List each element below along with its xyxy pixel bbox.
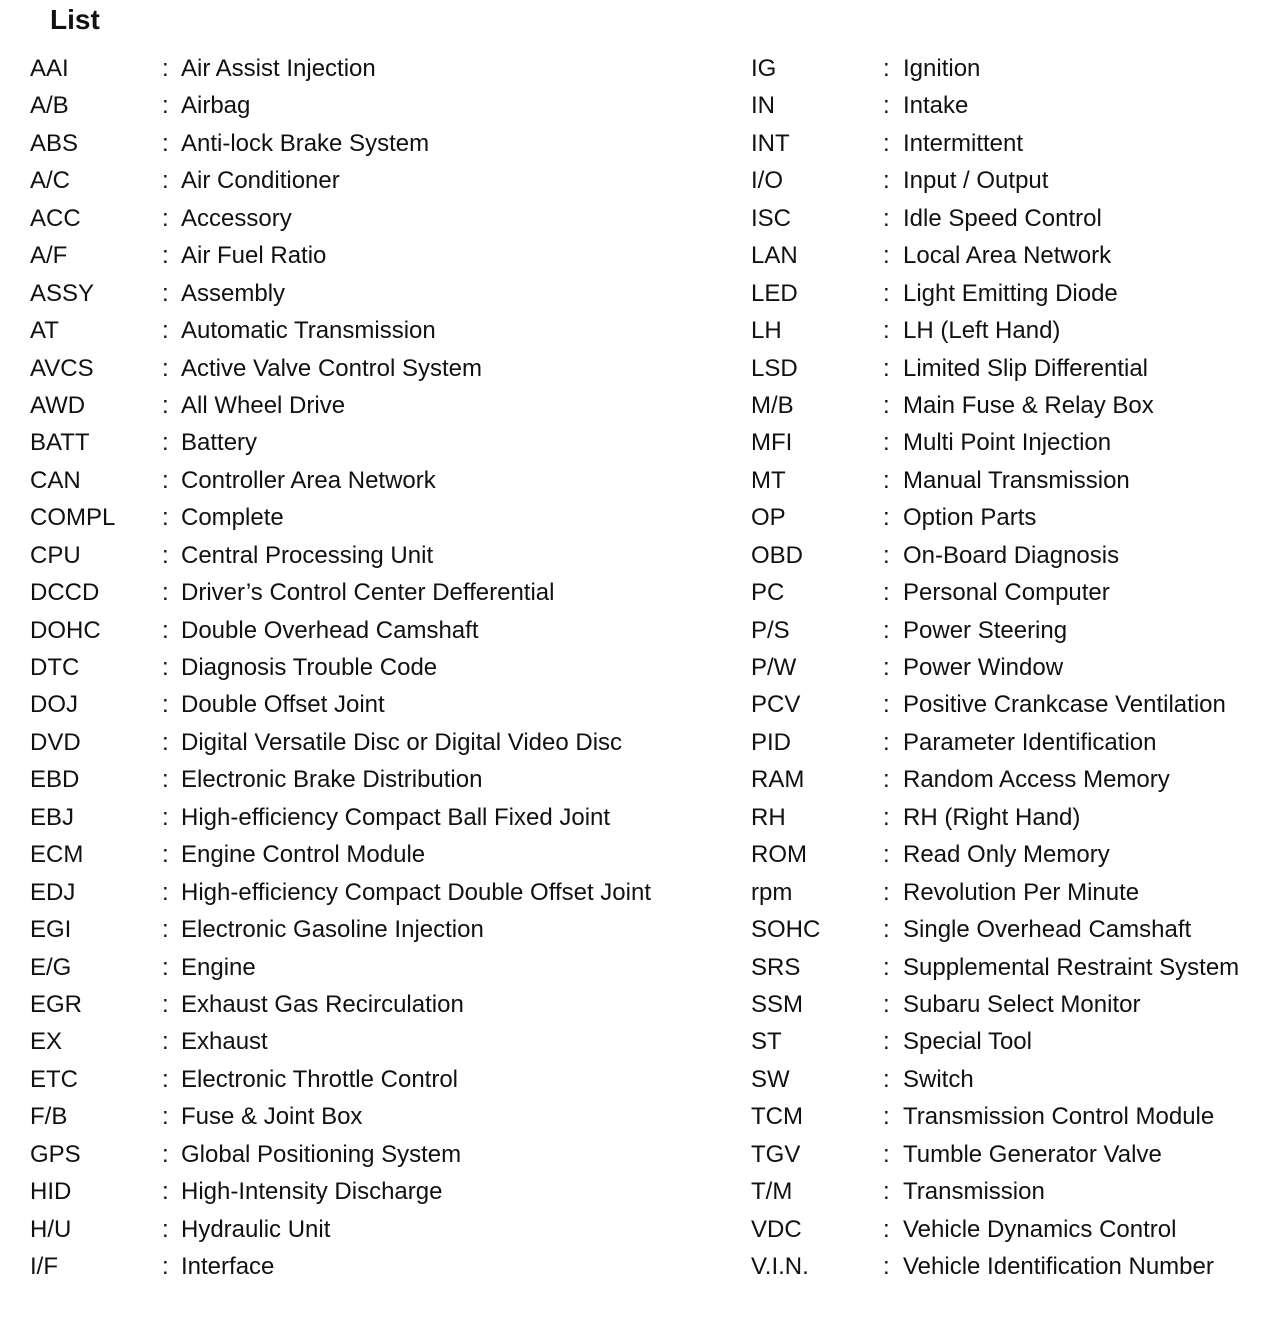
abbreviation-term: ISC [751, 204, 792, 232]
abbreviation-meaning: High-efficiency Compact Ball Fixed Joint [181, 803, 611, 831]
colon-separator: : [162, 916, 169, 944]
abbreviation-meaning: Exhaust Gas Recirculation [181, 990, 464, 1018]
colon-separator: : [883, 916, 890, 944]
colon-separator: : [162, 1178, 169, 1206]
abbreviation-term: MT [751, 466, 786, 494]
colon-separator: : [162, 204, 169, 232]
abbreviation-entry [751, 200, 1271, 237]
abbreviation-term: DCCD [30, 579, 100, 607]
abbreviation-term: A/B [30, 92, 69, 120]
abbreviation-entry [751, 350, 1271, 387]
colon-separator: : [883, 317, 890, 345]
colon-separator: : [162, 841, 169, 869]
abbreviation-meaning: Anti-lock Brake System [181, 129, 430, 157]
colon-separator: : [162, 541, 169, 569]
abbreviation-entry [30, 1248, 730, 1285]
abbreviation-entry [751, 462, 1271, 499]
colon-separator: : [883, 953, 890, 981]
abbreviation-meaning: Hydraulic Unit [181, 1215, 331, 1243]
abbreviation-meaning: All Wheel Drive [181, 391, 346, 419]
abbreviation-term: P/S [751, 616, 790, 644]
abbreviation-meaning: Central Processing Unit [181, 541, 434, 569]
colon-separator: : [883, 579, 890, 607]
abbreviation-entry [30, 799, 730, 836]
abbreviation-term: EGR [30, 990, 83, 1018]
abbreviation-term: ETC [30, 1065, 78, 1093]
abbreviation-meaning: On-Board Diagnosis [903, 541, 1120, 569]
colon-separator: : [883, 204, 890, 232]
colon-separator: : [162, 354, 169, 382]
abbreviation-meaning: Ignition [903, 55, 981, 82]
colon-separator: : [883, 1140, 890, 1168]
colon-separator: : [883, 391, 890, 419]
abbreviation-entry [751, 1061, 1271, 1098]
abbreviation-meaning: Revolution Per Minute [903, 878, 1140, 906]
abbreviation-entry [751, 724, 1271, 761]
abbreviation-meaning: Multi Point Injection [903, 429, 1112, 457]
abbreviation-term: EBJ [30, 803, 75, 831]
abbreviation-list-right [751, 50, 1271, 1285]
abbreviation-term: F/B [30, 1103, 68, 1131]
abbreviation-meaning: RH (Right Hand) [903, 803, 1081, 831]
colon-separator: : [162, 691, 169, 719]
colon-separator: : [883, 466, 890, 494]
abbreviation-meaning: Double Overhead Camshaft [181, 616, 479, 644]
colon-separator: : [883, 654, 890, 681]
abbreviation-term: ABS [30, 129, 79, 157]
abbreviation-entry [30, 874, 730, 911]
abbreviation-meaning: Input / Output [903, 167, 1049, 195]
abbreviation-term: OP [751, 504, 786, 532]
colon-separator: : [162, 1065, 169, 1093]
colon-separator: : [883, 1065, 890, 1093]
abbreviation-meaning: Exhaust [181, 1028, 268, 1056]
abbreviation-entry [751, 499, 1271, 536]
abbreviation-meaning: Local Area Network [903, 242, 1112, 270]
colon-separator: : [162, 55, 169, 82]
abbreviation-entry [751, 799, 1271, 836]
colon-separator: : [162, 317, 169, 345]
abbreviation-meaning: Power Window [903, 654, 1064, 681]
abbreviation-term: OBD [751, 541, 804, 569]
abbreviation-meaning: High-Intensity Discharge [181, 1178, 443, 1206]
abbreviation-term: AT [30, 317, 59, 345]
abbreviation-entry [30, 424, 730, 461]
colon-separator: : [883, 92, 890, 120]
abbreviation-term: PCV [751, 691, 801, 719]
abbreviation-entry [30, 1061, 730, 1098]
abbreviation-term: M/B [751, 391, 794, 419]
abbreviation-meaning: Special Tool [903, 1028, 1032, 1056]
abbreviation-term: E/G [30, 953, 72, 981]
abbreviation-meaning: Power Steering [903, 616, 1068, 644]
abbreviation-entry [30, 686, 730, 723]
abbreviation-entry [751, 125, 1271, 162]
abbreviation-entry [751, 911, 1271, 948]
colon-separator: : [162, 803, 169, 831]
abbreviation-meaning: Driver’s Control Center Defferential [181, 579, 555, 607]
abbreviation-entry [30, 1023, 730, 1060]
colon-separator: : [883, 1103, 890, 1131]
abbreviation-meaning: Vehicle Dynamics Control [903, 1215, 1177, 1243]
abbreviation-meaning: Engine [181, 953, 256, 981]
abbreviation-entry [751, 50, 1271, 87]
abbreviation-term: LAN [751, 242, 798, 270]
abbreviation-entry [751, 537, 1271, 574]
colon-separator: : [162, 504, 169, 532]
abbreviation-entry [30, 462, 730, 499]
abbreviation-meaning: Active Valve Control System [181, 354, 482, 382]
abbreviation-entry [751, 761, 1271, 798]
abbreviation-term: EGI [30, 916, 72, 944]
abbreviation-meaning: Transmission Control Module [903, 1103, 1215, 1131]
colon-separator: : [883, 354, 890, 382]
abbreviation-entry [30, 50, 730, 87]
colon-separator: : [883, 878, 890, 906]
abbreviation-entry [751, 387, 1271, 424]
abbreviation-term: SOHC [751, 916, 821, 944]
abbreviation-term: EDJ [30, 878, 76, 906]
abbreviation-meaning: Option Parts [903, 504, 1037, 532]
abbreviation-term: LSD [751, 354, 798, 382]
colon-separator: : [883, 1028, 890, 1056]
colon-separator: : [883, 1215, 890, 1243]
colon-separator: : [162, 466, 169, 494]
abbreviation-term: P/W [751, 654, 797, 681]
abbreviation-entry [30, 1211, 730, 1248]
abbreviation-term: rpm [751, 878, 793, 906]
colon-separator: : [883, 129, 890, 157]
abbreviation-term: ASSY [30, 279, 95, 307]
abbreviation-entry [30, 911, 730, 948]
abbreviation-meaning: Vehicle Identification Number [903, 1253, 1214, 1280]
abbreviation-term: GPS [30, 1140, 81, 1168]
abbreviation-term: DVD [30, 728, 81, 756]
abbreviation-meaning: Digital Versatile Disc or Digital Video Disc [181, 728, 623, 756]
abbreviation-term: INT [751, 129, 790, 157]
abbreviation-entry [30, 574, 730, 611]
abbreviation-term: VDC [751, 1215, 802, 1243]
abbreviation-meaning: Light Emitting Diode [903, 279, 1118, 307]
abbreviation-meaning: Airbag [181, 92, 251, 120]
colon-separator: : [162, 579, 169, 607]
colon-separator: : [883, 504, 890, 532]
abbreviation-term: CAN [30, 466, 81, 494]
abbreviation-entry [30, 724, 730, 761]
abbreviation-entry [30, 836, 730, 873]
abbreviation-entry [30, 949, 730, 986]
abbreviation-meaning: Global Positioning System [181, 1140, 462, 1168]
abbreviation-meaning: Single Overhead Camshaft [903, 916, 1192, 944]
abbreviation-entry [751, 1136, 1271, 1173]
colon-separator: : [883, 803, 890, 831]
abbreviation-term: LH [751, 317, 782, 345]
colon-separator: : [162, 1140, 169, 1168]
colon-separator: : [162, 167, 169, 195]
colon-separator: : [162, 1103, 169, 1131]
colon-separator: : [162, 878, 169, 906]
abbreviation-entry [751, 237, 1271, 274]
colon-separator: : [883, 691, 890, 719]
colon-separator: : [883, 279, 890, 307]
abbreviation-meaning: Electronic Brake Distribution [181, 766, 483, 794]
abbreviation-entry [30, 200, 730, 237]
abbreviation-entry [30, 387, 730, 424]
abbreviation-term: SSM [751, 990, 804, 1018]
abbreviation-entry [751, 986, 1271, 1023]
colon-separator: : [883, 728, 890, 756]
colon-separator: : [162, 92, 169, 120]
colon-separator: : [162, 990, 169, 1018]
abbreviation-term: IG [751, 55, 777, 82]
abbreviation-entry [751, 574, 1271, 611]
abbreviation-term: DOJ [30, 691, 78, 719]
abbreviation-term: SW [751, 1065, 790, 1093]
abbreviation-meaning: Automatic Transmission [181, 317, 436, 345]
abbreviation-term: ST [751, 1028, 782, 1056]
colon-separator: : [162, 1215, 169, 1243]
abbreviation-entry [30, 350, 730, 387]
abbreviation-entry [30, 499, 730, 536]
abbreviation-meaning: Double Offset Joint [181, 691, 385, 719]
abbreviation-term: RH [751, 803, 786, 831]
abbreviation-meaning: Switch [903, 1065, 974, 1093]
abbreviation-meaning: LH (Left Hand) [903, 317, 1061, 345]
abbreviation-term: DTC [30, 654, 80, 681]
abbreviation-entry [30, 87, 730, 124]
abbreviation-entry [30, 125, 730, 162]
colon-separator: : [883, 55, 890, 82]
colon-separator: : [883, 766, 890, 794]
abbreviation-meaning: Read Only Memory [903, 841, 1110, 869]
abbreviation-meaning: Limited Slip Differential [903, 354, 1149, 382]
abbreviation-entry [751, 1248, 1271, 1285]
abbreviation-entry [751, 275, 1271, 312]
abbreviation-term: AVCS [30, 354, 94, 382]
abbreviation-entry [751, 1173, 1271, 1210]
abbreviation-meaning: Electronic Gasoline Injection [181, 916, 484, 944]
abbreviation-term: DOHC [30, 616, 101, 644]
abbreviation-meaning: Air Conditioner [181, 167, 340, 195]
abbreviation-meaning: Main Fuse & Relay Box [903, 391, 1154, 419]
abbreviation-entry [30, 1136, 730, 1173]
colon-separator: : [883, 167, 890, 195]
abbreviation-meaning: High-efficiency Compact Double Offset Joint [181, 878, 652, 906]
abbreviation-term: H/U [30, 1215, 72, 1243]
colon-separator: : [162, 429, 169, 457]
abbreviation-term: HID [30, 1178, 72, 1206]
colon-separator: : [162, 766, 169, 794]
abbreviation-meaning: Positive Crankcase Ventilation [903, 691, 1226, 719]
abbreviation-entry [30, 1098, 730, 1135]
abbreviation-entry [30, 612, 730, 649]
colon-separator: : [162, 654, 169, 681]
colon-separator: : [162, 728, 169, 756]
abbreviation-meaning: Electronic Throttle Control [181, 1065, 459, 1093]
abbreviation-entry [30, 312, 730, 349]
abbreviation-term: SRS [751, 953, 801, 981]
abbreviation-meaning: Parameter Identification [903, 728, 1157, 756]
abbreviation-meaning: Idle Speed Control [903, 204, 1102, 232]
abbreviation-meaning: Accessory [181, 204, 292, 232]
abbreviation-entry [751, 1023, 1271, 1060]
colon-separator: : [162, 129, 169, 157]
abbreviation-term: PID [751, 728, 792, 756]
abbreviation-meaning: Subaru Select Monitor [903, 990, 1141, 1018]
abbreviation-term: RAM [751, 766, 805, 794]
abbreviation-term: EBD [30, 766, 80, 794]
abbreviation-meaning: Air Fuel Ratio [181, 242, 327, 270]
abbreviation-entry [30, 237, 730, 274]
abbreviation-meaning: Intermittent [903, 129, 1024, 157]
colon-separator: : [162, 242, 169, 270]
abbreviation-meaning: Supplemental Restraint System [903, 953, 1240, 981]
abbreviation-entry [30, 275, 730, 312]
abbreviation-meaning: Assembly [181, 279, 286, 307]
abbreviation-meaning: Fuse & Joint Box [181, 1103, 363, 1131]
abbreviation-entry [30, 761, 730, 798]
colon-separator: : [162, 953, 169, 981]
colon-separator: : [883, 990, 890, 1018]
colon-separator: : [883, 616, 890, 644]
abbreviation-meaning: Diagnosis Trouble Code [181, 654, 438, 681]
colon-separator: : [162, 391, 169, 419]
abbreviation-term: A/F [30, 242, 68, 270]
abbreviation-entry [751, 312, 1271, 349]
abbreviation-entry [751, 162, 1271, 199]
abbreviation-entry [751, 949, 1271, 986]
abbreviation-entry [751, 612, 1271, 649]
abbreviation-entry [30, 649, 730, 686]
abbreviation-term: TCM [751, 1103, 803, 1131]
abbreviation-meaning: Manual Transmission [903, 466, 1130, 494]
colon-separator: : [162, 616, 169, 644]
abbreviation-entry [751, 1211, 1271, 1248]
page-title: List [50, 4, 100, 35]
abbreviation-term: LED [751, 279, 798, 307]
abbreviation-list-left [30, 50, 730, 1285]
abbreviation-term: V.I.N. [751, 1253, 809, 1280]
abbreviation-meaning: Battery [181, 429, 258, 457]
abbreviation-meaning: Transmission [903, 1178, 1045, 1206]
abbreviation-entry [30, 1173, 730, 1210]
abbreviation-term: AAI [30, 55, 69, 82]
colon-separator: : [883, 541, 890, 569]
abbreviation-meaning: Air Assist Injection [181, 55, 376, 82]
colon-separator: : [883, 429, 890, 457]
colon-separator: : [162, 1253, 169, 1280]
abbreviation-entry [751, 87, 1271, 124]
abbreviation-term: COMPL [30, 504, 116, 532]
abbreviation-entry [751, 874, 1271, 911]
abbreviation-term: T/M [751, 1178, 793, 1206]
abbreviation-term: ECM [30, 841, 84, 869]
abbreviation-entry [751, 836, 1271, 873]
abbreviation-meaning: Engine Control Module [181, 841, 426, 869]
abbreviation-entry [30, 986, 730, 1023]
abbreviation-term: TGV [751, 1140, 801, 1168]
colon-separator: : [883, 1178, 890, 1206]
abbreviation-term: CPU [30, 541, 81, 569]
abbreviation-meaning: Tumble Generator Valve [903, 1140, 1162, 1168]
abbreviation-term: A/C [30, 167, 71, 195]
abbreviation-meaning: Intake [903, 92, 969, 120]
abbreviation-term: EX [30, 1028, 63, 1056]
abbreviation-entry [30, 162, 730, 199]
abbreviation-entry [751, 424, 1271, 461]
abbreviation-term: PC [751, 579, 785, 607]
abbreviation-term: BATT [30, 429, 90, 457]
abbreviation-meaning: Controller Area Network [181, 466, 436, 494]
abbreviation-entry [751, 649, 1271, 686]
abbreviation-entry [30, 537, 730, 574]
colon-separator: : [883, 242, 890, 270]
abbreviation-term: AWD [30, 391, 86, 419]
abbreviation-meaning: Complete [181, 504, 284, 532]
abbreviation-meaning: Personal Computer [903, 579, 1110, 607]
abbreviation-term: MFI [751, 429, 793, 457]
abbreviation-entry [751, 1098, 1271, 1135]
colon-separator: : [883, 841, 890, 869]
abbreviation-term: I/F [30, 1253, 58, 1280]
colon-separator: : [883, 1253, 890, 1280]
abbreviation-term: IN [751, 92, 775, 120]
abbreviation-meaning: Random Access Memory [903, 766, 1170, 794]
colon-separator: : [162, 1028, 169, 1056]
abbreviation-term: ROM [751, 841, 807, 869]
abbreviation-entry [751, 686, 1271, 723]
abbreviation-meaning: Interface [181, 1253, 275, 1280]
abbreviation-term: ACC [30, 204, 81, 232]
abbreviation-term: I/O [751, 167, 784, 195]
colon-separator: : [162, 279, 169, 307]
